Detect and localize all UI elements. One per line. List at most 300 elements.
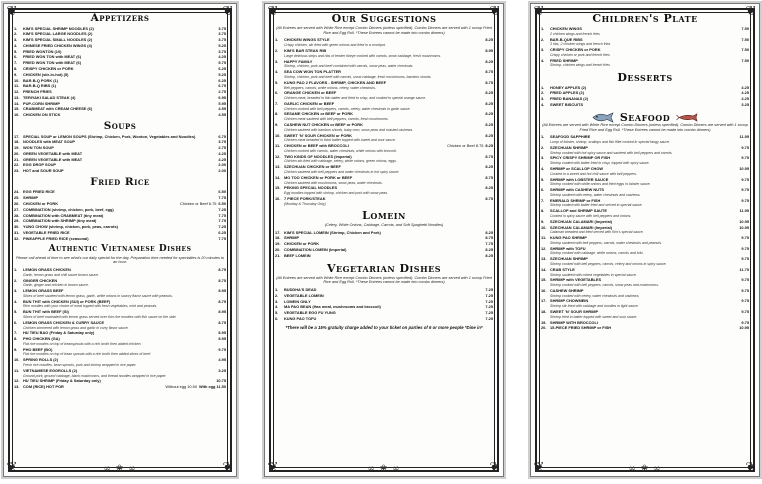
menu-item — [14, 267, 226, 273]
item-name: SHRIMP with CASHEW NUTS — [550, 187, 604, 193]
item-name: SPRING ROLLS (2) — [23, 357, 59, 363]
item-number: 6. — [275, 90, 279, 96]
item-name: FRIED WON TON with MEAT (6) — [23, 54, 81, 60]
item-description: Shrimp cooked with celery, water chestnuts and cashews. — [550, 293, 640, 298]
item-description: Chicken sauteed with bell peppers and water chestnuts in hot spicy sauce. — [284, 170, 400, 174]
item-name: KUNG PAO 2 FLAVORS - SHRIMP, CHICKEN AND BEEF — [284, 79, 387, 85]
item-price: 10.95 — [739, 165, 749, 171]
item-price: 8.25 — [485, 252, 493, 258]
item-number: 19. — [541, 319, 547, 325]
item-number: 2. — [275, 48, 279, 54]
item-name: SCALLOP and SHRIMP SAUTE — [550, 208, 607, 214]
item-number: 9. — [14, 71, 18, 77]
desserts-list — [541, 85, 749, 108]
item-name: TWO KINDS OF NOODLES (Imperial) — [284, 153, 352, 159]
item-price: 8.25 — [485, 90, 493, 96]
item-description: Lump of lobster, shrimp, scallops and fish fillet cooked in special tangy sauce. — [550, 140, 671, 145]
item-number: 1. — [14, 25, 18, 31]
item-price: 6.95 — [218, 94, 226, 100]
item-number: 7. — [541, 197, 545, 203]
item-price: 3.75 — [218, 31, 226, 37]
item-description: Chicken meat sauteed with bell peppers, carrots, fresh mushrooms. — [284, 117, 389, 122]
item-name: CASHEW SHRIMP — [550, 287, 584, 293]
item-name: FRIED SHRIMP — [550, 57, 578, 63]
fried-rice-title: Fried Rice — [90, 175, 150, 188]
menu-item — [275, 253, 493, 259]
item-price: 6.25 — [218, 77, 226, 83]
item-description: Cooked in a sweet and hot chili sauce with bell peppers. — [550, 171, 637, 176]
item-number: 3. — [541, 155, 545, 161]
item-price: With egg 11.50 — [199, 384, 226, 390]
item-description: Shrimp, chicken wings and french fries — [550, 63, 610, 68]
item-name: ORANGE CHICKEN or BEEF — [284, 90, 337, 96]
item-description: Shrimp cooked with bell peppers, carrots, celery and onions in spicy sauce. — [550, 262, 667, 266]
item-number: 4. — [541, 57, 545, 63]
corner-ornament: ❦ — [489, 4, 501, 19]
item-alt-price: Without egg 10.50 — [165, 384, 197, 390]
item-number: 21. — [14, 156, 20, 162]
item-name: SWEET 'N' SOUR SHRIMP — [550, 309, 599, 315]
item-number: 9. — [541, 218, 545, 224]
item-price: 8.75 — [485, 79, 493, 85]
item-description: Fresh rice noodles, bean sprouts, pork and shrimp wrapped in rice paper. — [23, 363, 137, 368]
item-name: CHICKEN ON STICK — [23, 112, 61, 118]
item-name: SHRIMP — [23, 195, 39, 201]
item-name: BUDDHA'S DEAD — [284, 286, 317, 292]
item-name: CHICKEN WINGS STYLE — [284, 37, 330, 43]
menu-item — [275, 48, 493, 54]
item-name: 15-PIECE FRIED SHRIMP or FISH — [550, 325, 612, 331]
item-name: FRIED BANANAS (2) — [550, 96, 589, 102]
item-number: 20. — [14, 150, 20, 156]
menu-page-center — [264, 3, 504, 477]
item-number: 11. — [275, 143, 281, 149]
item-description: Cooked in spicy sauce with bell peppers and onions. — [550, 213, 632, 218]
item-number: 4. — [14, 298, 18, 304]
item-name: SWEET BISCUITS — [550, 102, 584, 107]
item-price: 6.75 — [218, 133, 226, 139]
item-name: CHICKEN or BEEF with BROCCOLI — [284, 143, 349, 149]
item-price: 7.25 — [218, 206, 226, 212]
item-number: 1. — [541, 84, 545, 90]
item-price: 11.75 — [739, 266, 749, 272]
item-number: 16. — [541, 287, 547, 293]
menu-item — [541, 267, 749, 273]
item-number: 18. — [541, 309, 547, 315]
item-price: 4.55 — [218, 112, 226, 118]
item-number: 20. — [275, 246, 281, 252]
item-number: 1. — [275, 37, 279, 43]
item-price: 10.95 — [739, 224, 749, 230]
suggestions-list — [275, 37, 493, 205]
suggestions-note: (All Entrees are served with White Rice except Combo Dinners (unless specified). Combo Dinners are served with 1 scoop Fried Rice and Egg Roll. *These Entrees cannot be made into combo dinners) — [276, 26, 492, 35]
item-alt-price: Chicken or Beef 6.75 — [180, 201, 217, 207]
item-number: 3. — [14, 288, 18, 294]
item-number: 1. — [541, 26, 545, 31]
item-number: 14. — [541, 266, 547, 272]
menu-item — [541, 26, 749, 32]
item-price: 9.75 — [741, 144, 749, 150]
item-number: 8. — [541, 208, 545, 214]
item-name: VIETNAMESE EGGROLLS (2) — [23, 367, 78, 373]
item-number: 16. — [275, 195, 281, 201]
item-price: 9.75 — [741, 256, 749, 262]
item-number: 6. — [14, 54, 18, 60]
item-number: 5. — [14, 48, 18, 54]
item-name: SHRIMP with VEGETABLES — [550, 277, 602, 283]
item-name: VEGETABLE FRIED RICE — [23, 229, 70, 235]
item-price: 3.25 — [741, 102, 749, 107]
item-number: 5. — [275, 79, 279, 85]
item-description: Chicken cooked with bell peppers, carrots, celery, water chestnuts in garlic sauce. — [284, 106, 411, 111]
item-name: CRISPY CHICKEN or PORK — [550, 47, 601, 53]
item-number: 9. — [275, 121, 279, 127]
menu-item — [275, 175, 493, 181]
item-price: 8.75 — [218, 266, 226, 272]
appetizers-list — [14, 26, 226, 119]
item-name: COMBINATION with SHRIMP (tiny meat) — [23, 218, 97, 224]
item-number: 5. — [14, 309, 18, 315]
item-price: 8.75 — [485, 195, 493, 201]
menu-item — [541, 145, 749, 151]
item-number: 28. — [14, 212, 20, 218]
item-number: 12. — [275, 153, 281, 159]
corner-ornament: ❦ — [6, 4, 18, 19]
item-number: 11. — [14, 83, 20, 89]
item-price: 8.25 — [485, 143, 493, 149]
item-price: 8.25 — [485, 121, 493, 127]
item-price: 10.75 — [216, 378, 226, 384]
item-name: LEMON GRASS CHICKEN — [23, 266, 71, 272]
item-price: 2.75 — [218, 89, 226, 95]
item-name: BAR-B-Q PORK (1) — [23, 77, 59, 83]
lomein-title: Lomein — [362, 208, 406, 222]
item-number: 4. — [541, 102, 545, 107]
item-name: TERIYAKI SALAD STEAK (4) — [23, 94, 76, 100]
item-number: 22. — [14, 162, 20, 168]
item-price: 9.75 — [741, 187, 749, 193]
lobster-icon — [676, 112, 698, 123]
menu-item — [14, 320, 226, 326]
item-description: Flat rice noodles on top of bean sprouts with a rich broth then added slices of beef. — [23, 352, 152, 357]
item-price: 9.75 — [741, 235, 749, 241]
item-price: 8.75 — [485, 153, 493, 159]
item-name: SPICY CRISPY SHRIMP OR FISH — [550, 155, 611, 161]
item-price: 9.75 — [741, 245, 749, 251]
item-name: SHRIMP with LOBSTER SAUCE — [550, 176, 609, 182]
item-description: Slices of beef sauteed with lemon grass, garlic, white onions in savory flavor sauce with peanuts. — [23, 293, 173, 298]
item-name: GARLIC CHICKEN or BEEF — [284, 100, 335, 106]
seafood-header — [541, 112, 749, 123]
item-description: Shrimp sauteed with bell peppers, carrots, water chestnuts and peanuts. — [550, 240, 663, 245]
item-number: 9. — [14, 346, 18, 352]
item-name: BAR-B-QUE RIBS — [550, 36, 583, 42]
item-name: KIM'S SPECIAL SMALL NOODLES (2) — [23, 37, 93, 43]
item-description: Shrimp sauteed with mixed vegetables in special sauce. — [550, 272, 637, 277]
menu-page-left — [3, 3, 237, 477]
item-description: Ground pork, ground cabbage, black mushrooms, and thread noodles wrapped in rice paper. — [23, 373, 167, 378]
item-number: 13. — [14, 94, 20, 100]
item-price: 8.75 — [218, 319, 226, 325]
item-price: 8.75 — [485, 235, 493, 241]
item-description: Chicken meat breaded in thick batter topped with sweet and sour sauce. — [284, 138, 396, 143]
item-price: 3.25 — [218, 367, 226, 373]
item-number: 8. — [14, 336, 18, 342]
item-alt-price: Chicken or Beef 8.75 — [447, 143, 484, 149]
item-price: 4.25 — [218, 156, 226, 162]
bottom-flourish: ∞ ❀ ∞ — [628, 464, 662, 474]
item-name: HOT and SOUR SOUP — [23, 168, 64, 174]
item-price: 8.95 — [218, 336, 226, 342]
item-price: 8.75 — [218, 277, 226, 283]
item-name: SZECHUAN CALAMARI (Imperial) — [550, 218, 613, 224]
item-description: Shrimp fried in batter topped with sweet and sour sauce. — [550, 314, 638, 319]
item-description: Bell peppers, carrots, white onions, celery, water chestnuts. — [284, 85, 376, 90]
item-number: 4. — [275, 69, 279, 75]
item-name: COMBINATION (shrimp, chicken, pork, beef, egg) — [23, 206, 114, 212]
item-name: PHO CHICKEN (GA) — [23, 336, 60, 342]
item-number: 10. — [541, 224, 547, 230]
item-number: 19. — [14, 145, 20, 151]
item-name: HONEY APPLES (2) — [550, 84, 587, 90]
item-number: 8. — [275, 111, 279, 117]
item-name: YUNG CHOW (shrimp, chicken, pork, peas, carrots) — [23, 224, 118, 230]
item-number: 2. — [14, 31, 18, 37]
item-price: 3.75 — [218, 37, 226, 43]
item-description: Shrimp cooked with cabbage, white onions, carrots and tofu. — [550, 251, 644, 256]
item-price: 2.00 — [218, 162, 226, 168]
lomein-list — [275, 230, 493, 259]
item-price: 8.25 — [485, 111, 493, 117]
item-name: SZECHUAN SHRIMP — [550, 256, 588, 262]
item-name: SHRIMP CHOWMEIN — [550, 298, 589, 304]
item-name: HU TIEU BAO (Friday & Saturday only) — [23, 330, 95, 336]
corner-ornament: ❦ — [489, 460, 501, 475]
menu-item — [275, 101, 493, 107]
seafood-list — [541, 134, 749, 331]
item-name: BUN THIT with CHICKEN (SUI) or PORK (BEEF) — [23, 298, 111, 304]
seafood-title: Seafood — [619, 110, 671, 124]
item-name: KUNG PAO SHRIMP — [550, 235, 587, 241]
item-number: 16. — [14, 112, 20, 118]
item-number: 3. — [275, 298, 279, 304]
item-name: SPECIAL SOUP or LEMON SOUPS (Shrimp, Chicken, Pork, Wonton, Vegetables and Noodles) — [23, 133, 196, 139]
item-price: 4.25 — [741, 90, 749, 96]
corner-ornament: ❦ — [267, 4, 279, 19]
item-name: SHRIMP — [284, 235, 300, 241]
item-name: KIM'S SPECIAL LOMEIN (Shrimp, Chicken and Pork) — [284, 229, 381, 235]
item-price: 7.50 — [741, 57, 749, 63]
item-name: GREEN VEGETABLE with MEAT — [23, 150, 83, 156]
item-name: SWEET 'N' SOUR CHICKEN or PORK — [284, 132, 352, 138]
item-price: 8.95 — [218, 309, 226, 315]
bottom-flourish: ∞ ❀ ∞ — [367, 464, 401, 474]
menu-item — [14, 368, 226, 374]
vietnamese-note: Please call ahead of time to see what's our daily special for the day. Preparation time needed for specialties is 20 minutes to an hour. — [15, 255, 225, 265]
item-name: HU TIEU SHRIMP (Friday & Saturday only) — [23, 378, 101, 384]
item-name: LEMON GRASS CHICKEN & CURRY SAUCE — [23, 319, 105, 325]
item-name: CRABMEAT with CREAM CHEESE (6) — [23, 106, 93, 112]
item-number: 2. — [275, 292, 279, 298]
item-number: 21. — [275, 252, 281, 258]
item-number: 3. — [541, 47, 545, 53]
item-number: 6. — [14, 319, 18, 325]
childrens-list — [541, 26, 749, 68]
item-price: 4.95 — [218, 357, 226, 363]
item-number: 30. — [14, 224, 20, 230]
item-description: Shrimp cooked with hot spicy sauce and sauteed with bell peppers and carrots. — [550, 150, 673, 155]
item-name: FRENCH FRIES — [23, 89, 52, 95]
seafood-note: (All Entrees are served with White Rice except Combo Dinners (unless specified). Combo Dinners are served with 1 scoop Fried Rice and Egg Roll. *These Entrees cannot be made into combo dinners) — [542, 122, 748, 132]
item-name: 7 PIECE PORK/STEAK — [284, 195, 326, 201]
item-price: 9.75 — [741, 197, 749, 203]
item-price: 4.25 — [218, 150, 226, 156]
corner-ornament: ❦ — [745, 460, 757, 475]
item-name: CHICKEN WINGS — [550, 26, 582, 31]
item-price: 6.25 — [218, 229, 226, 235]
item-name: LEMON GRASS BEEF — [23, 288, 64, 294]
item-number: 2. — [541, 36, 545, 42]
item-name: PUP-CORN SHRIMP — [23, 100, 60, 106]
item-number: 7. — [14, 60, 18, 66]
childrens-title: Children's Plate — [592, 12, 698, 25]
item-description: Calamari breaded and fried served with Kim's special sauce. — [550, 230, 644, 235]
item-price: 8.95 — [218, 288, 226, 294]
item-price: 7.75 — [218, 218, 226, 224]
corner-ornament: ❦ — [267, 460, 279, 475]
item-description: Chicken stir-fried with cabbage, celery, white onions, green onions, eggs. — [284, 159, 397, 164]
item-price: 4.25 — [741, 96, 749, 102]
item-number: 10. — [14, 357, 20, 363]
item-number: 14. — [14, 100, 20, 106]
item-price: 4.25 — [218, 54, 226, 60]
item-description: Chicken meat, breaded in thin batter and fried to crisp, and cooked in special orange sauce. — [284, 96, 427, 101]
item-description: Slices of beef marinated with lemon grass served over thin rice noodles with fish sauce on the side. — [23, 315, 177, 319]
suggestions-title: Our Suggestions — [331, 12, 437, 25]
item-number: 1. — [14, 266, 18, 272]
item-number: 7. — [275, 100, 279, 106]
vietnamese-title: Authentic Vietnamese Dishes — [48, 243, 192, 254]
item-name: SZECHUAN CHICKEN or BEEF — [284, 164, 341, 170]
item-description: Shrimp coated with batter fried in crisp, topped with spicy sauce. — [550, 161, 650, 166]
item-number: 2. — [541, 144, 545, 150]
item-price: 10.95 — [739, 325, 749, 331]
vegetarian-note: (All Entrees are served with White Rice except Combo Dinners (unless specified). Combo Dinners are served with 1 scoop Fried Rice and Egg Roll. *These Entrees cannot be made into combo dinners) — [276, 275, 492, 285]
item-name: FRIED APPLES (2) — [550, 90, 585, 96]
item-number: 5. — [275, 310, 279, 316]
item-number: 11. — [14, 367, 20, 373]
item-number: 29. — [14, 218, 20, 224]
item-name: COM (RICE) HOT POR — [23, 384, 64, 390]
item-name: COMBINATION LOMEIN (Imperial) — [284, 246, 347, 252]
item-price: 9.75 — [741, 309, 749, 315]
item-description: Shrimp cooked with white onions and fried eggs in lobster sauce. — [550, 182, 651, 187]
item-number: 13. — [541, 256, 547, 262]
item-price: 9.75 — [218, 346, 226, 352]
item-price: 8.75 — [218, 298, 226, 304]
item-number: 17. — [541, 298, 547, 304]
item-description: Chicken sauteed with mushrooms, snow peas, water chestnuts. — [284, 180, 383, 185]
item-name: CASHEW NUT CHICKEN or BEEF or PORK — [284, 121, 363, 127]
item-name: PEKING SPECIAL NOODLES — [284, 185, 338, 191]
item-name: FRIED WONTON (10) — [23, 48, 62, 54]
item-number: 3. — [275, 58, 279, 64]
item-price: 9.75 — [741, 176, 749, 182]
menu-item — [14, 236, 226, 242]
item-description: Rice noodles with your choice of meat topped with fresh vegetables, mint and peanuts. — [23, 304, 158, 309]
item-number: 18. — [275, 235, 281, 241]
corner-ornament: ❦ — [533, 460, 545, 475]
item-price: 5.95 — [218, 100, 226, 106]
item-description: Crispy chicken, stir fried with green onions and fried in a crockpot. — [284, 43, 386, 48]
item-name: CHICKEN or PORK — [284, 241, 320, 247]
menu-item — [275, 80, 493, 86]
item-price: 11.95 — [739, 208, 749, 214]
corner-ornament: ❦ — [222, 4, 234, 19]
item-description: Shrimp stir-fried with cabbage and noodles in light sauce. — [550, 304, 639, 309]
item-price: 7.75 — [485, 241, 493, 247]
item-price: 8.95 — [485, 48, 493, 54]
menu-item — [541, 102, 749, 108]
item-description: Shrimp, chicken, pork and beef combined with carrots, snow peas, water chestnuts. — [284, 64, 414, 69]
item-price: 6.25 — [218, 65, 226, 71]
item-number: 26. — [14, 201, 20, 207]
item-price: 8.25 — [485, 246, 493, 252]
item-price: 7.25 — [485, 315, 493, 321]
item-price: 6.50 — [218, 189, 226, 195]
vietnamese-list — [14, 267, 226, 390]
item-name: EMERALD SHRIMP or FISH — [550, 197, 601, 203]
item-name: CHINESE FRIED CHICKEN WINGS (4) — [23, 42, 92, 48]
item-name: LOMEIN ONLY — [284, 298, 311, 304]
item-price: 7.25 — [485, 286, 493, 292]
item-number: 23. — [14, 168, 20, 174]
menu-item — [541, 288, 749, 294]
vegetarian-title: Vegetarian Dishes — [326, 261, 442, 275]
item-name: BAR-B-Q RIBS (1) — [23, 83, 57, 89]
item-number: 4. — [541, 165, 545, 171]
item-description: Crispy chicken or pork and french fries — [550, 52, 610, 57]
menu-item — [541, 166, 749, 172]
item-description: (Monday & Thursday Only) — [284, 201, 326, 206]
item-name: SHRIMP with TOFU — [550, 245, 586, 251]
item-name: KIM'S SPECIAL SHRIMP NOODLES (2) — [23, 25, 94, 31]
item-name: CHICKEN or PORK — [23, 201, 59, 207]
item-number: 3. — [541, 96, 545, 102]
item-number: 20. — [541, 325, 547, 331]
item-price: 8.95 — [218, 330, 226, 336]
item-price: 7.25 — [485, 292, 493, 298]
item-name: PHO BEEF (BO) — [23, 346, 53, 352]
item-description: 2 chicken wings and french fries — [550, 31, 600, 36]
corner-ornament: ❦ — [6, 460, 18, 475]
item-name: MO TOO CHICKEN or PORK or BEEF — [284, 174, 353, 180]
item-description: Chicken sauteed with bamboo shoots, baby corn, snow peas and roasted cashews. — [284, 127, 414, 132]
item-number: 7. — [14, 330, 18, 336]
item-price: 9.75 — [741, 155, 749, 161]
menu-item — [14, 384, 226, 390]
item-description: Chicken simmered with lemon grass and garlic in curry flavor sauce. — [23, 325, 129, 330]
item-price: 5.75 — [218, 60, 226, 66]
item-name: CHICKEN (stir-in-hot) (5) — [23, 71, 69, 77]
item-price: 11.95 — [739, 134, 749, 140]
item-price: 7.75 — [218, 195, 226, 201]
item-price: 7.75 — [218, 235, 226, 241]
gratuity-note: *There will be a 15% gratuity charge added to your ticket on parties of 6 or more people *Dine in* — [285, 324, 483, 330]
item-price: 7.25 — [485, 298, 493, 304]
item-description: Shrimp sauteed with celery, water chestnuts and cashews. — [550, 192, 641, 197]
item-price: 9.75 — [741, 287, 749, 293]
